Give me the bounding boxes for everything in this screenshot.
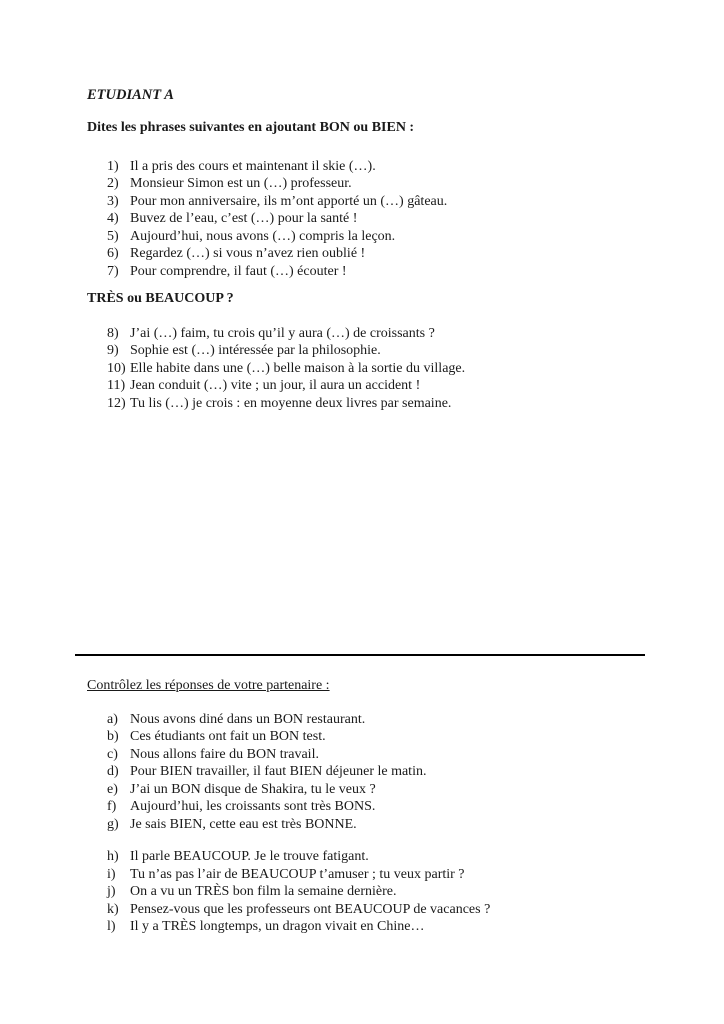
item-marker: g) bbox=[107, 816, 119, 832]
item-marker: 9) bbox=[107, 343, 119, 358]
list-item bbox=[107, 746, 666, 764]
item-marker: 8) bbox=[107, 325, 119, 341]
item-text: Elle habite dans une (…) belle maison à la sortie du village. bbox=[130, 360, 466, 376]
item-marker: 3) bbox=[107, 193, 119, 209]
item-text: Nous allons faire du BON travail. bbox=[130, 746, 319, 762]
item-marker: k) bbox=[107, 901, 119, 917]
item-text: Je sais BIEN, cette eau est très BONNE. bbox=[130, 816, 357, 832]
answer-list-tres-beaucoup bbox=[107, 848, 666, 936]
item-text: Tu lis (…) je crois : en moyenne deux livres par semaine. bbox=[130, 395, 452, 411]
exercise-list-bon-bien bbox=[107, 158, 666, 281]
item-marker: e) bbox=[107, 781, 118, 797]
item-text: Il parle BEAUCOUP. Je le trouve fatigant. bbox=[130, 849, 369, 864]
list-item bbox=[107, 763, 666, 781]
list-item bbox=[107, 158, 666, 176]
item-marker: 11) bbox=[107, 378, 126, 393]
list-item bbox=[107, 193, 666, 211]
item-text: J’ai un BON disque de Shakira, tu le veux ? bbox=[130, 781, 376, 797]
item-text: Il y a TRÈS longtemps, un dragon vivait en Chine… bbox=[130, 919, 425, 934]
item-text: Aujourd’hui, les croissants sont très BONS. bbox=[130, 799, 376, 814]
answer-list-bon-bien bbox=[107, 711, 666, 834]
item-marker: 5) bbox=[107, 228, 119, 244]
list-item bbox=[107, 866, 666, 884]
item-marker: j) bbox=[107, 884, 116, 899]
list-item bbox=[107, 918, 666, 936]
item-marker: 12) bbox=[107, 395, 126, 411]
item-marker: c) bbox=[107, 746, 118, 762]
list-item bbox=[107, 360, 666, 378]
item-text: J’ai (…) faim, tu crois qu’il y aura (…) de croissants ? bbox=[130, 325, 435, 341]
item-text: Jean conduit (…) vite ; un jour, il aura un accident ! bbox=[130, 378, 421, 393]
item-text: Pour BIEN travailler, il faut BIEN déjeuner le matin. bbox=[130, 764, 427, 779]
item-marker: 6) bbox=[107, 246, 119, 261]
item-marker: f) bbox=[107, 799, 117, 814]
list-item bbox=[107, 883, 666, 901]
item-text: Pour comprendre, il faut (…) écouter ! bbox=[130, 263, 347, 279]
item-text: Aujourd’hui, nous avons (…) compris la leçon. bbox=[130, 228, 396, 244]
item-text: Buvez de l’eau, c’est (…) pour la santé ! bbox=[130, 211, 358, 226]
item-marker: 1) bbox=[107, 158, 119, 174]
item-text: Pour mon anniversaire, ils m’ont apporté un (…) gâteau. bbox=[130, 193, 448, 209]
item-text: Pensez-vous que les professeurs ont BEAUCOUP de vacances ? bbox=[130, 901, 491, 917]
section-divider bbox=[75, 654, 645, 656]
list-item bbox=[107, 728, 666, 746]
list-item bbox=[107, 798, 666, 816]
list-item bbox=[107, 342, 666, 360]
list-item bbox=[107, 816, 666, 834]
list-item bbox=[107, 325, 666, 343]
list-item bbox=[107, 263, 666, 281]
list-item bbox=[107, 901, 666, 919]
item-marker: a) bbox=[107, 711, 118, 727]
list-item bbox=[107, 245, 666, 263]
list-item bbox=[107, 711, 666, 729]
exercise-list-tres-beaucoup bbox=[107, 325, 666, 413]
instruction-tres-beaucoup: TRÈS ou BEAUCOUP ? bbox=[87, 291, 234, 306]
item-marker: h) bbox=[107, 849, 119, 864]
item-marker: 2) bbox=[107, 176, 119, 191]
item-marker: 7) bbox=[107, 263, 119, 279]
item-marker: 4) bbox=[107, 211, 119, 226]
instruction-check-answers: Contrôlez les réponses de votre partenaire : bbox=[87, 678, 330, 693]
list-item bbox=[107, 228, 666, 246]
list-item bbox=[107, 781, 666, 799]
document-title: ETUDIANT A bbox=[87, 87, 174, 103]
item-text: Ces étudiants ont fait un BON test. bbox=[130, 729, 326, 744]
item-marker: d) bbox=[107, 764, 119, 779]
item-text: Sophie est (…) intéressée par la philosophie. bbox=[130, 343, 381, 358]
item-marker: b) bbox=[107, 729, 119, 744]
item-text: Tu n’as pas l’air de BEAUCOUP t’amuser ; tu veux partir ? bbox=[130, 866, 465, 882]
item-text: Regardez (…) si vous n’avez rien oublié ! bbox=[130, 246, 366, 261]
item-marker: 10) bbox=[107, 360, 126, 376]
item-text: Monsieur Simon est un (…) professeur. bbox=[130, 176, 352, 191]
list-item bbox=[107, 210, 666, 228]
list-item bbox=[107, 395, 666, 413]
list-item bbox=[107, 848, 666, 866]
item-text: Nous avons diné dans un BON restaurant. bbox=[130, 711, 366, 727]
item-text: On a vu un TRÈS bon film la semaine dernière. bbox=[130, 884, 397, 899]
item-marker: i) bbox=[107, 866, 116, 882]
instruction-bon-bien: Dites les phrases suivantes en ajoutant BON ou BIEN : bbox=[87, 120, 415, 135]
item-marker: l) bbox=[107, 919, 116, 934]
item-text: Il a pris des cours et maintenant il skie (…). bbox=[130, 158, 376, 174]
list-item bbox=[107, 377, 666, 395]
list-item bbox=[107, 175, 666, 193]
